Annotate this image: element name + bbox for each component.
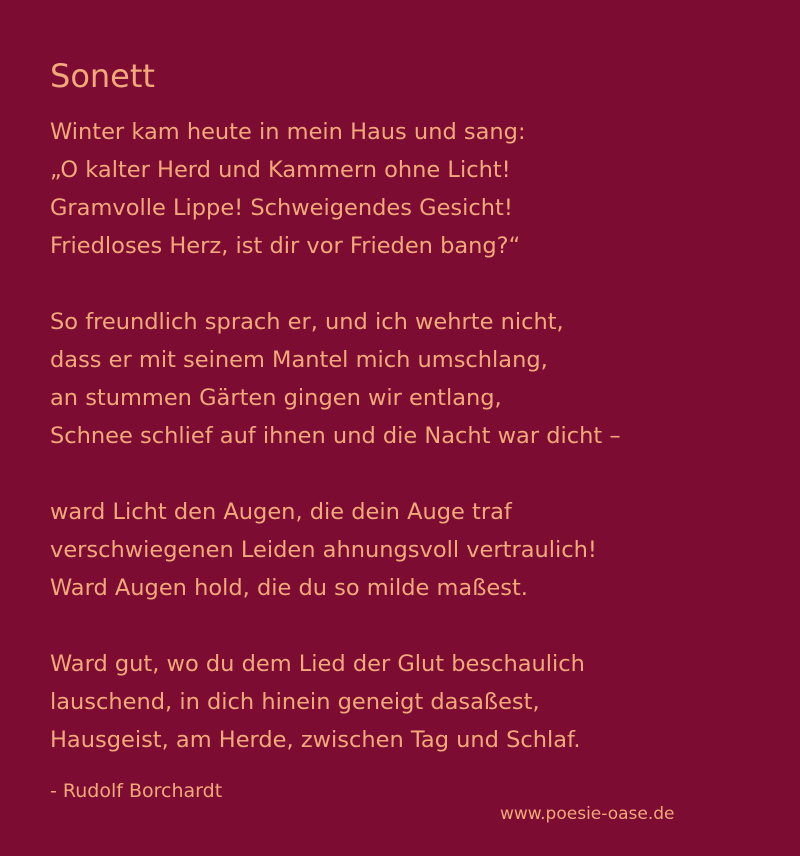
poem-line: Winter kam heute in mein Haus und sang: xyxy=(50,119,526,145)
poem-line: verschwiegenen Leiden ahnungsvoll vertraulich! xyxy=(50,537,597,563)
stanza-4 xyxy=(50,645,770,759)
poem-line: Ward Augen hold, die du so milde maßest. xyxy=(50,575,528,601)
poem-line: an stummen Gärten gingen wir entlang, xyxy=(50,385,502,411)
poem-line: „O kalter Herd und Kammern ohne Licht! xyxy=(50,157,511,183)
poem-line: lauschend, in dich hinein geneigt dasaßest, xyxy=(50,689,540,715)
stanza-2 xyxy=(50,303,770,455)
poem-line: Ward gut, wo du dem Lied der Glut beschaulich xyxy=(50,651,585,677)
stanza-3 xyxy=(50,493,770,607)
stanza-1 xyxy=(50,113,770,265)
poem-author: - Rudolf Borchardt xyxy=(50,780,223,802)
website-link[interactable]: www.poesie-oase.de xyxy=(500,804,675,824)
poem-body xyxy=(50,113,770,797)
poem-title: Sonett xyxy=(50,57,155,95)
poem-line: So freundlich sprach er, und ich wehrte nicht, xyxy=(50,309,564,335)
poem-line: ward Licht den Augen, die dein Auge traf xyxy=(50,499,512,525)
poem-line: Gramvolle Lippe! Schweigendes Gesicht! xyxy=(50,195,513,221)
poem-line: Friedloses Herz, ist dir vor Frieden bang?“ xyxy=(50,233,521,259)
poem-line: dass er mit seinem Mantel mich umschlang, xyxy=(50,347,548,373)
poem-line: Hausgeist, am Herde, zwischen Tag und Schlaf. xyxy=(50,727,581,753)
poem-line: Schnee schlief auf ihnen und die Nacht war dicht – xyxy=(50,423,621,449)
